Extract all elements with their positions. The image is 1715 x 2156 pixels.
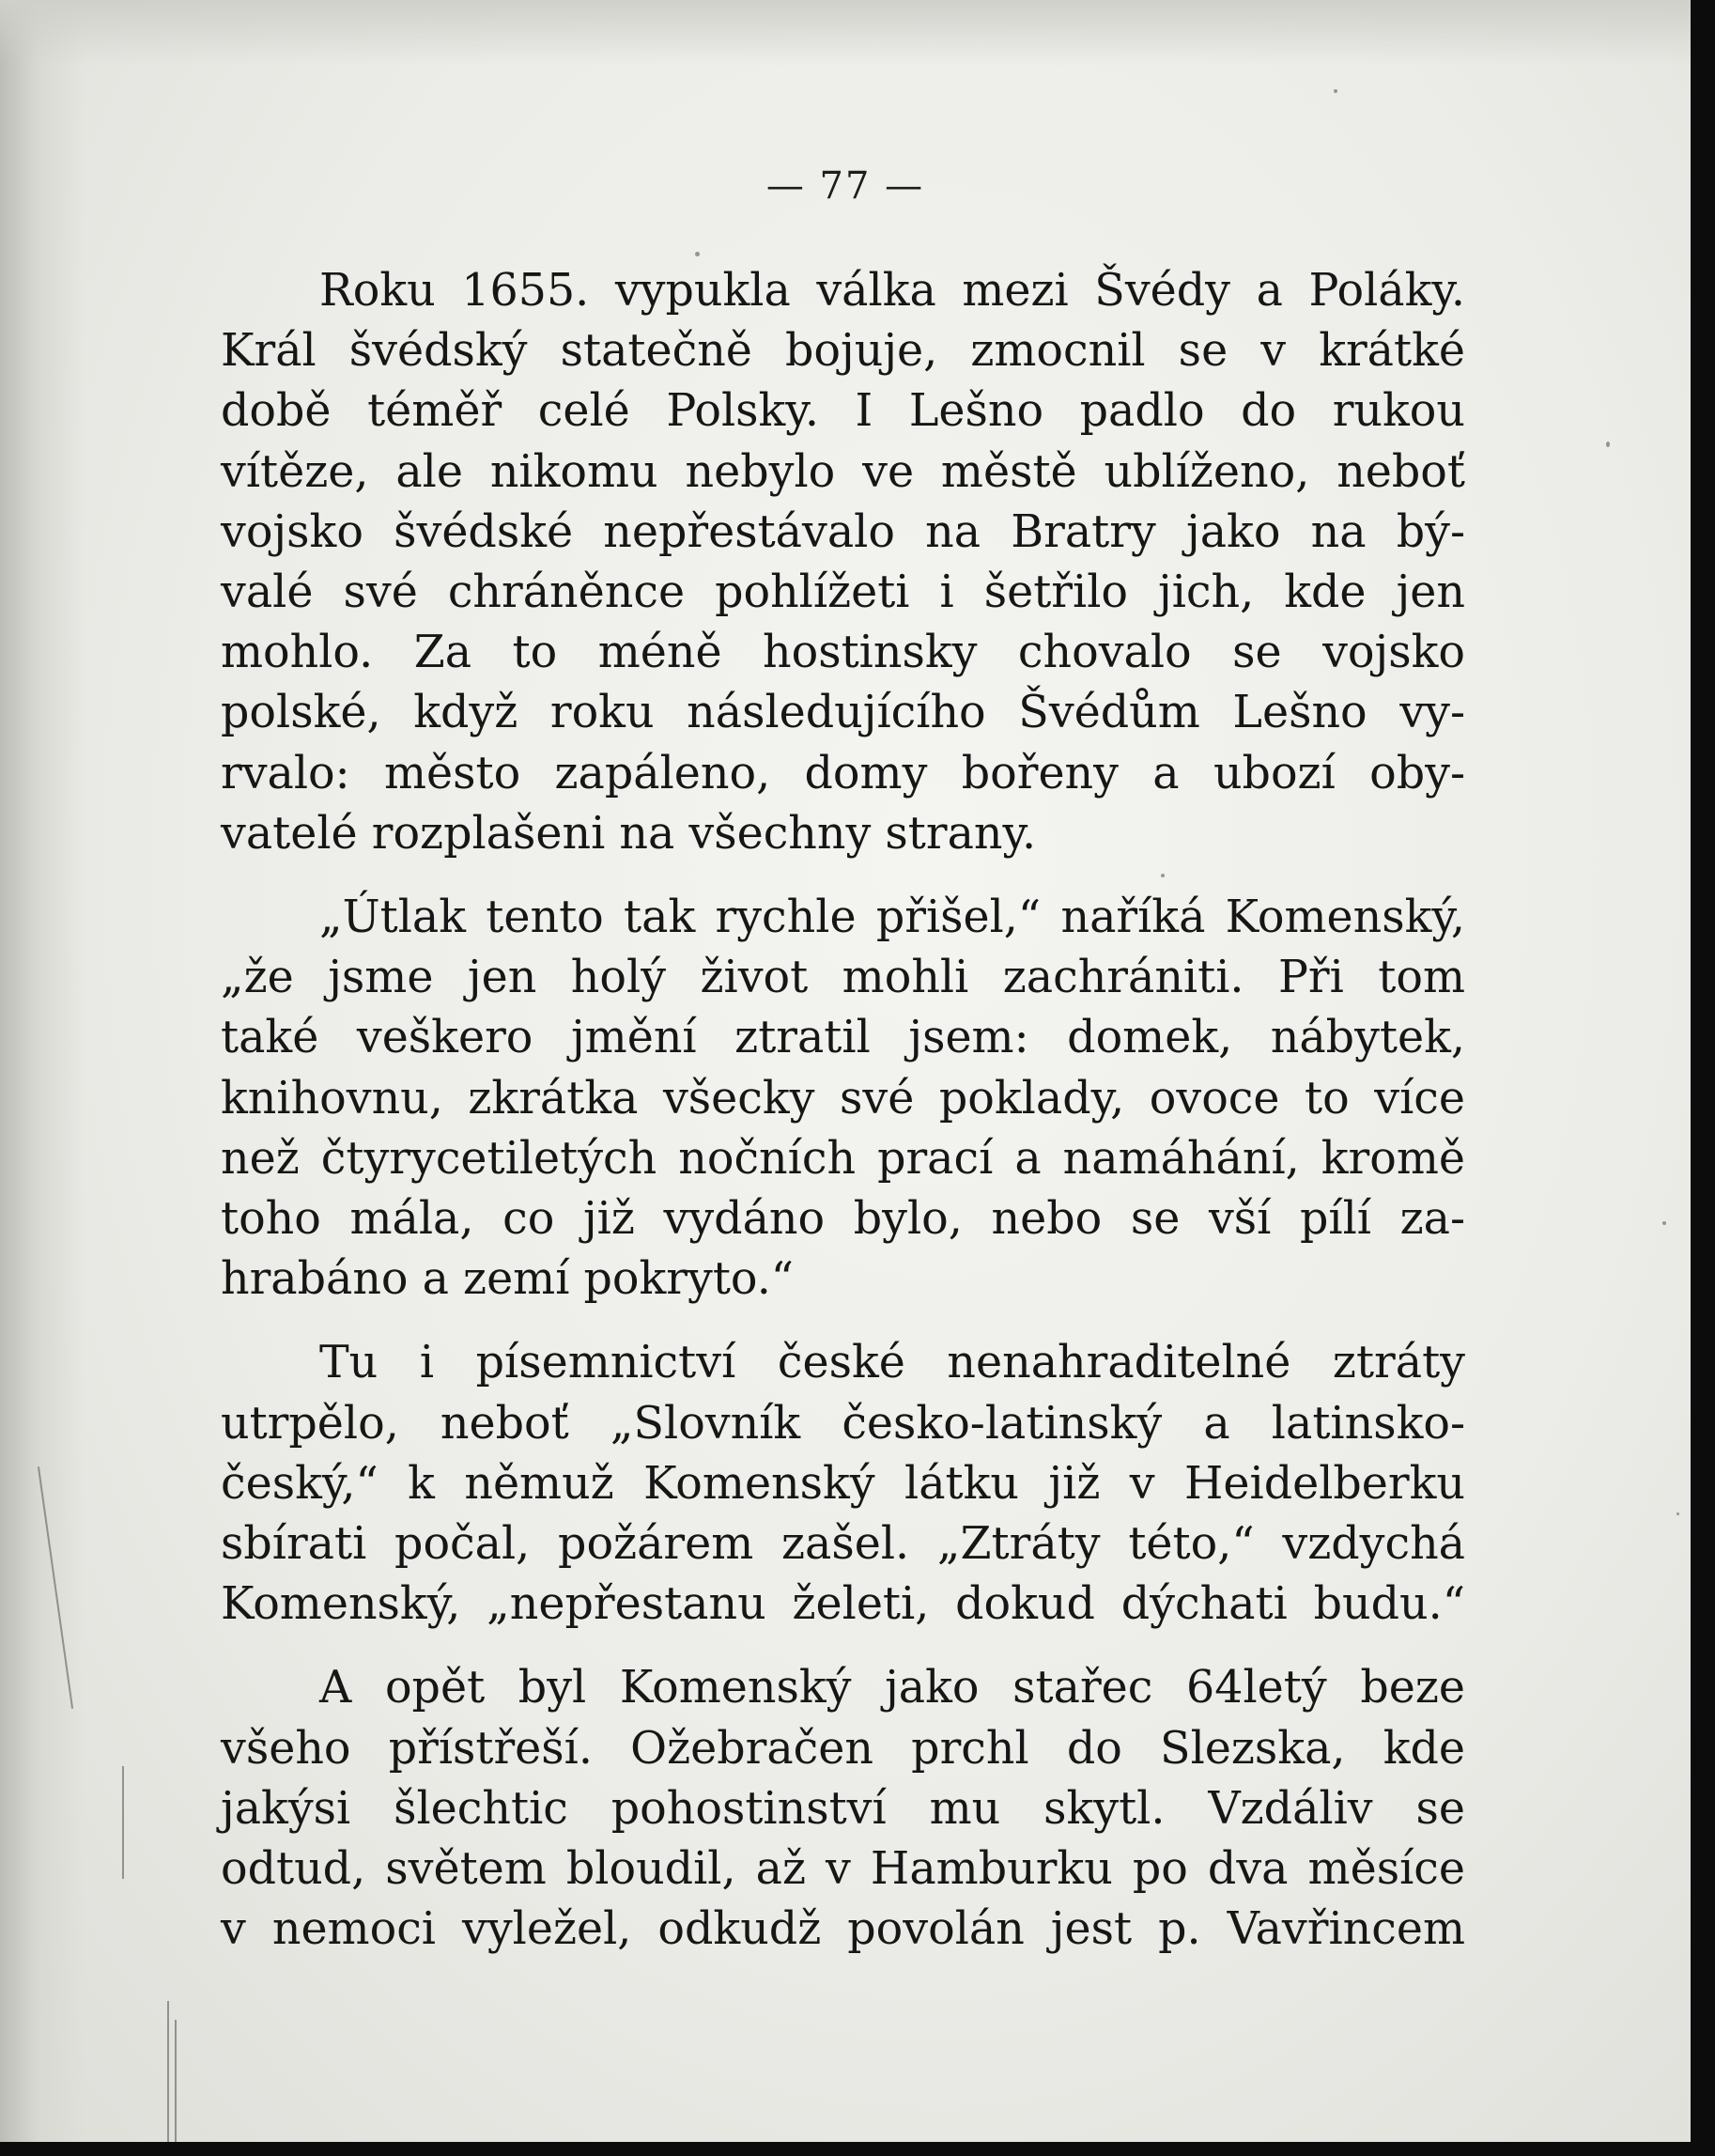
text-line: „že jsme jen holý život mohli zachrániti. Při tom [221, 952, 1465, 1004]
paper-speck [695, 252, 700, 256]
binding-mark [122, 1766, 124, 1879]
paper-speck [1676, 1512, 1679, 1515]
text-line: odtud, světem bloudil, až v Hamburku po dva měsíce [221, 1843, 1465, 1896]
text-line: polské, když roku následujícího Švédům Lešno vy- [221, 687, 1465, 739]
text-line: valé své chráněnce pohlížeti i šetřilo jich, kde jen [221, 566, 1465, 619]
text-line: knihovnu, zkrátka všecky své poklady, ovoce to více [221, 1072, 1465, 1125]
page-shadow-left [0, 0, 85, 2142]
text-line: „Útlak tento tak rychle přišel,“ naříká Komenský, [319, 892, 1465, 944]
text-line: vatelé rozplašeni na všechny strany. [221, 807, 1037, 860]
binding-mark [175, 2020, 177, 2142]
text-line: hrabáno a zemí pokryto.“ [221, 1253, 795, 1306]
paragraph [221, 1658, 1465, 1960]
text-line: vítěze, ale nikomu nebylo ve městě ublíženo, neboť [221, 445, 1465, 498]
text-line: sbírati počal, požárem zašel. „Ztráty této,“ vzdychá [221, 1518, 1465, 1571]
text-line: Roku 1655. vypukla válka mezi Švédy a Poláky. [319, 265, 1465, 317]
paper-speck [1334, 89, 1337, 93]
text-line: mohlo. Za to méně hostinsky chovalo se vojsko [221, 627, 1465, 679]
text-line: Tu i písemnictví české nenahraditelné ztráty [319, 1337, 1465, 1389]
paragraph [221, 888, 1465, 1310]
text-line: rvalo: město zapáleno, domy bořeny a ubozí oby- [221, 747, 1465, 799]
text-line: všeho přístřeší. Ožebračen prchl do Slezska, kde [221, 1722, 1465, 1775]
text-line: český,“ k němuž Komenský látku již v Heidelberku [221, 1457, 1465, 1510]
text-line: Komenský, „nepřestanu želeti, dokud dýchati budu.“ [221, 1578, 1465, 1631]
text-line: vojsko švédské nepřestávalo na Bratry jako na bý- [221, 505, 1465, 558]
paragraph [221, 261, 1465, 864]
binding-mark [167, 2001, 169, 2142]
body-text [221, 261, 1465, 1960]
text-line: utrpělo, neboť „Slovník česko-latinský a latinsko- [221, 1397, 1465, 1450]
paragraph [221, 1333, 1465, 1635]
paper-speck [1662, 1221, 1666, 1225]
paper-speck [1606, 442, 1610, 447]
text-line: v nemoci vyležel, odkudž povolán jest p. Vavřincem [221, 1903, 1465, 1956]
text-line: než čtyrycetiletých nočních prací a namáhání, kromě [221, 1132, 1465, 1185]
text-line: A opět byl Komenský jako stařec 64letý beze [319, 1662, 1465, 1714]
page-number: — 77 — [765, 164, 925, 208]
page-shadow-top [0, 0, 1691, 66]
text-line: jakýsi šlechtic pohostinství mu skytl. Vzdáliv se [221, 1782, 1465, 1835]
text-line: Král švédský statečně bojuje, zmocnil se v krátké [221, 325, 1465, 378]
text-line: také veškero jmění ztratil jsem: domek, nábytek, [221, 1012, 1465, 1064]
text-line: toho mála, co již vydáno bylo, nebo se vší pílí za- [221, 1193, 1465, 1246]
text-line: době téměř celé Polsky. I Lešno padlo do rukou [221, 385, 1465, 438]
